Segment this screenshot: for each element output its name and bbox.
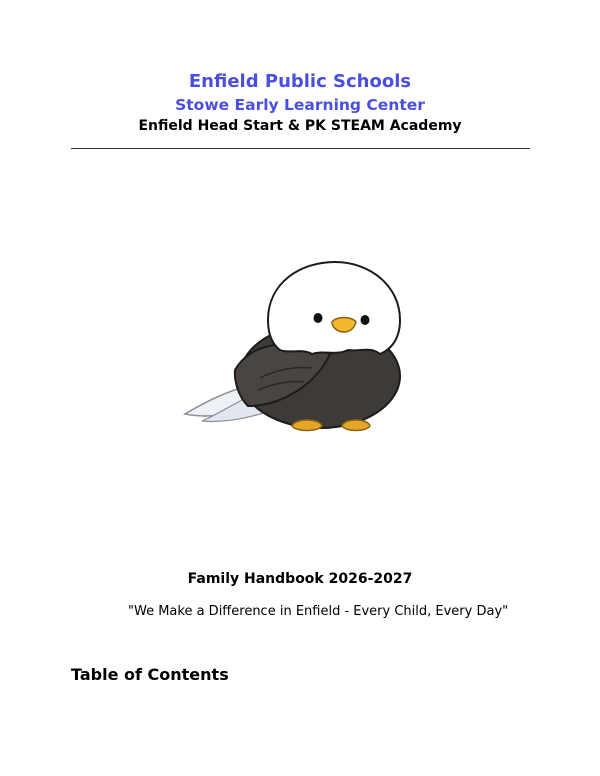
table-of-contents-heading: Table of Contents xyxy=(71,665,229,684)
document-header xyxy=(0,70,600,136)
district-name: Enfield Public Schools xyxy=(188,71,412,92)
header-divider xyxy=(71,148,530,149)
school-motto: "We Make a Difference in Enfield - Every Child, Every Day" xyxy=(128,604,509,619)
school-name: Stowe Early Learning Center xyxy=(175,96,425,114)
eagle-mascot-icon xyxy=(180,258,405,438)
handbook-title: Family Handbook 2026-2027 xyxy=(187,571,413,587)
program-name: Enfield Head Start & PK STEAM Academy xyxy=(138,118,462,134)
